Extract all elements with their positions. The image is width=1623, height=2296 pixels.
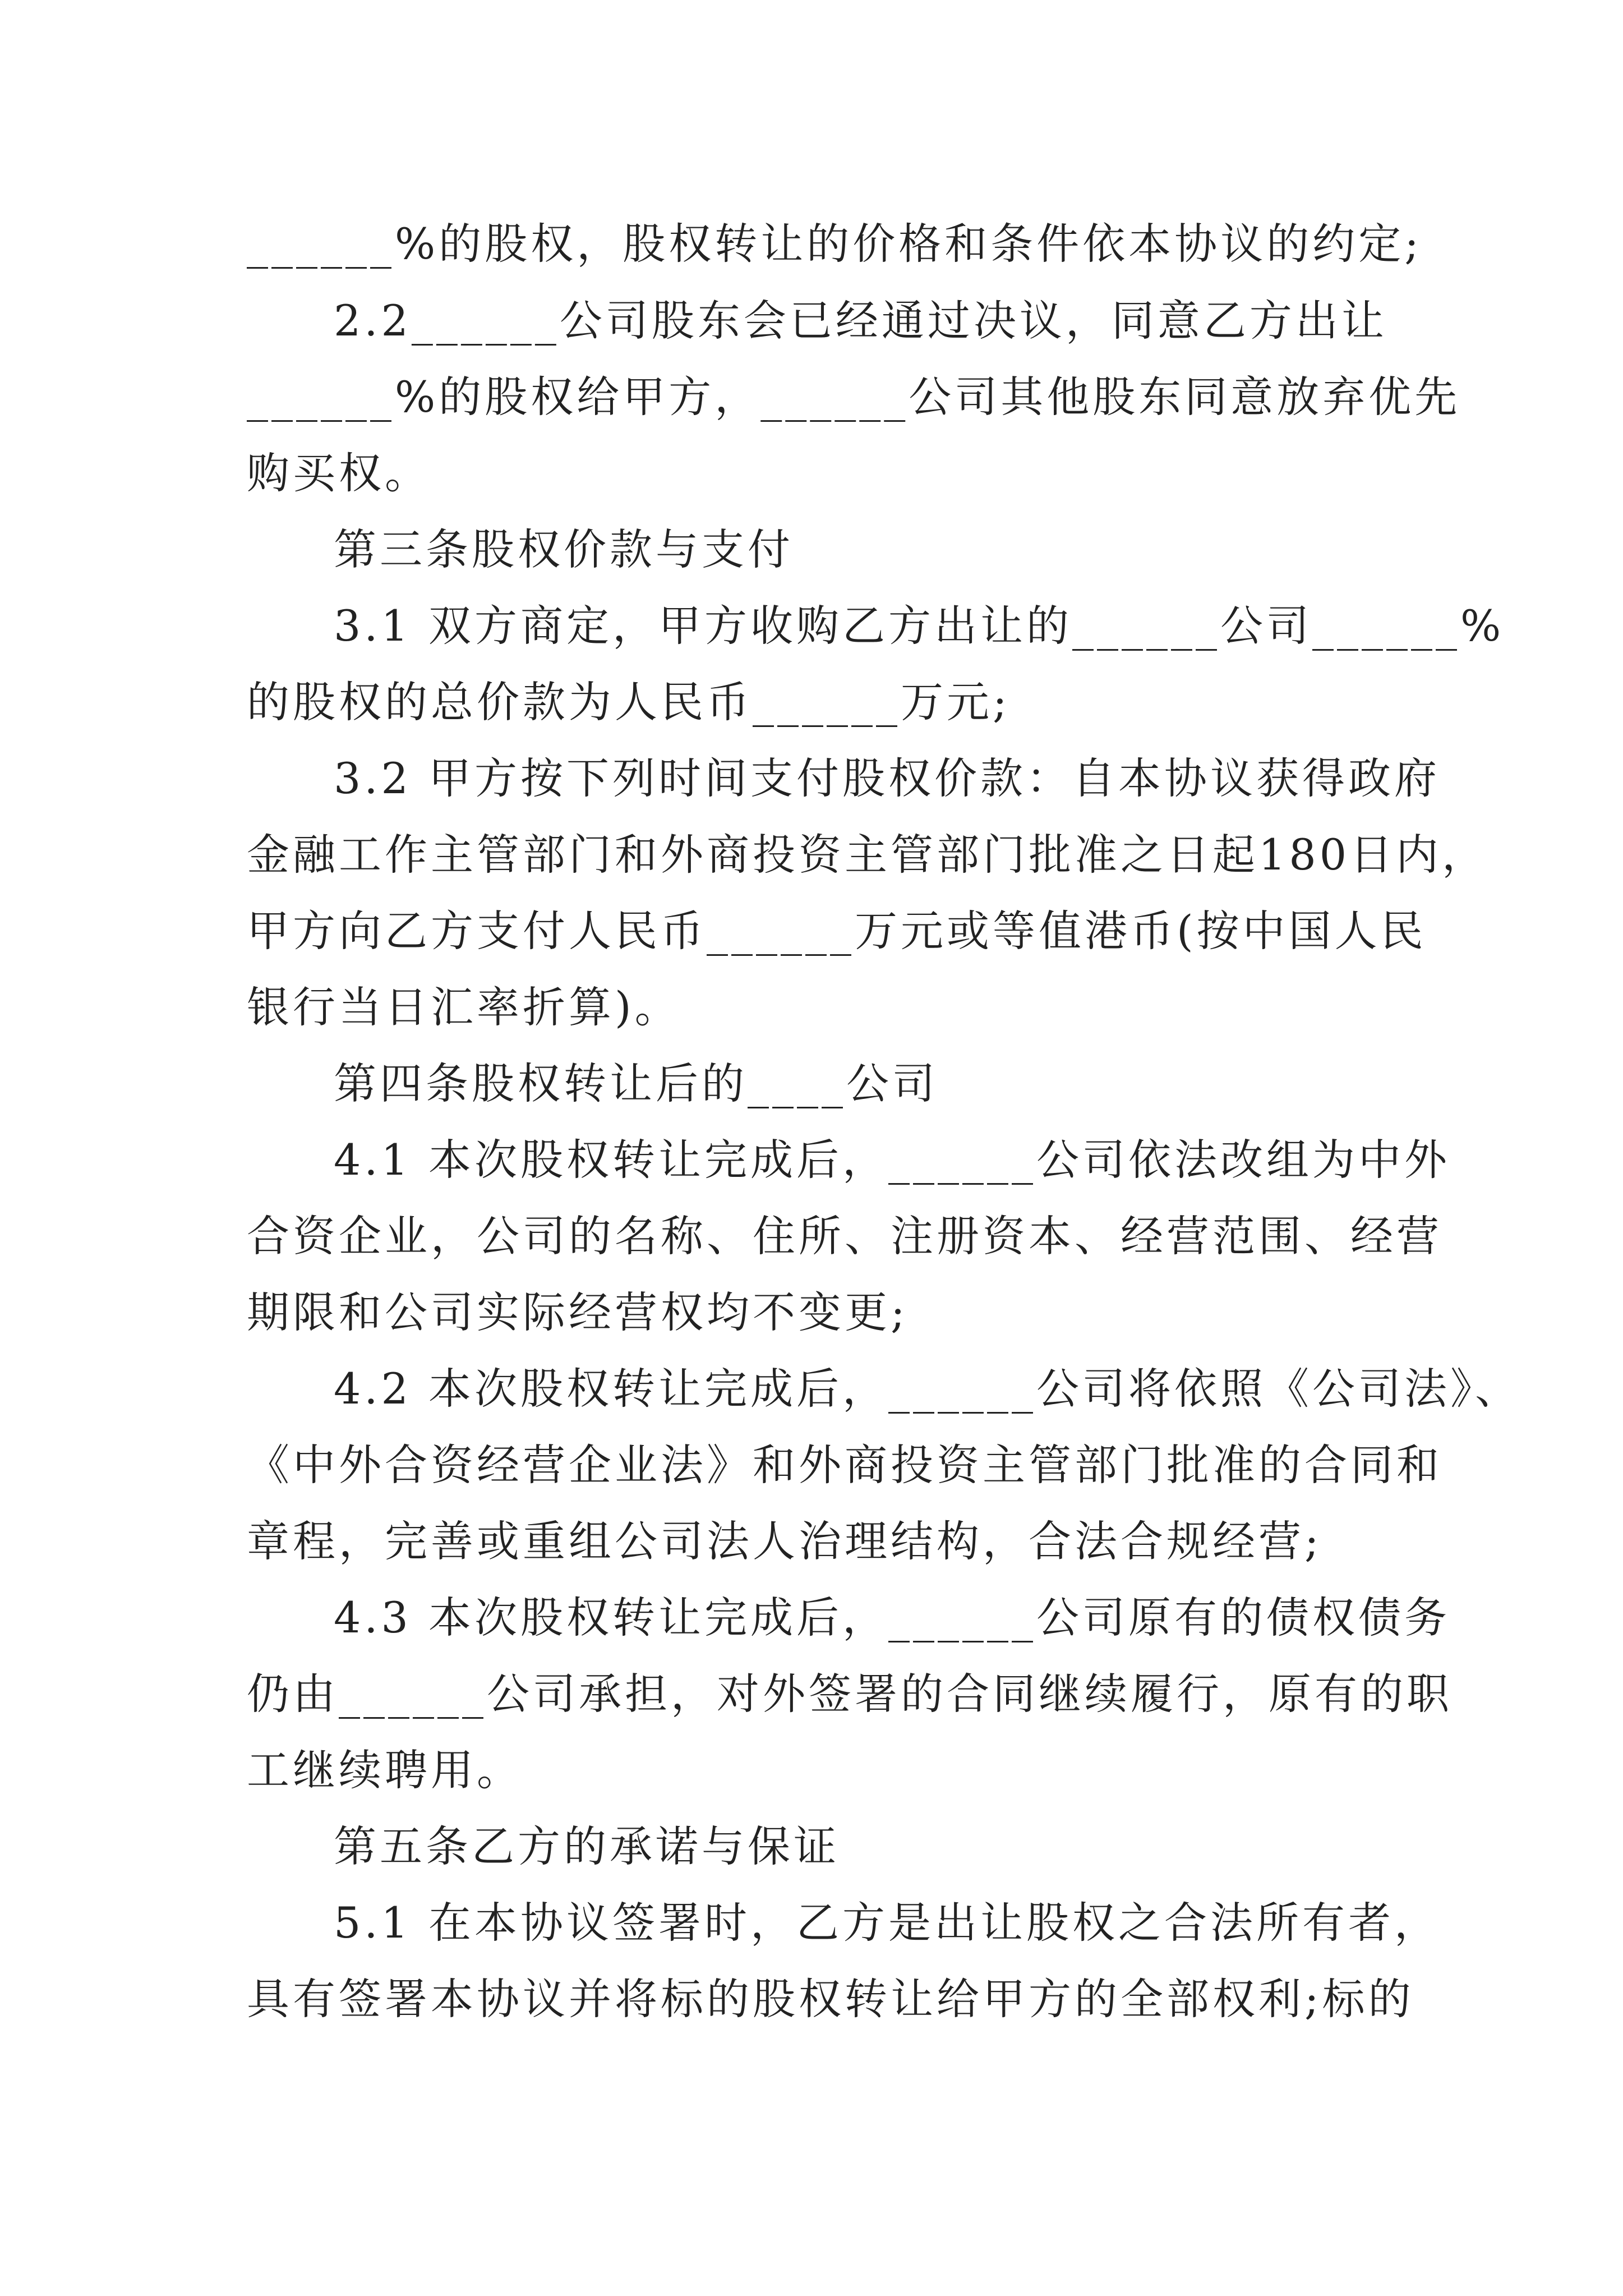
text-line: 的股权的总价款为人民币______万元; [247, 677, 1011, 727]
text-line: 4.2 本次股权转让完成后，______公司将依照《公司法》、 [334, 1364, 1521, 1414]
text-line: 4.1 本次股权转让完成后，______公司依法改组为中外 [334, 1135, 1451, 1185]
text-line: 2.2______公司股东会已经通过决议，同意乙方出让 [334, 296, 1387, 346]
text-line: 5.1 在本协议签署时，乙方是出让股权之合法所有者， [334, 1898, 1441, 1948]
text-line: 工继续聘用。 [247, 1745, 523, 1795]
text-line: 4.3 本次股权转让完成后，______公司原有的债权债务 [334, 1593, 1451, 1642]
text-line: ______%的股权，股权转让的价格和条件依本协议的约定; [247, 219, 1422, 269]
section-heading: 第五条乙方的承诺与保证 [334, 1821, 840, 1871]
text-line: 金融工作主管部门和外商投资主管部门批准之日起180日内， [247, 830, 1488, 880]
text-line: 仍由______公司承担，对外签署的合同继续履行，原有的职 [247, 1669, 1453, 1719]
text-line: 银行当日汇率折算)。 [247, 982, 681, 1032]
text-line: ______%的股权给甲方，______公司其他股东同意放弃优先 [247, 372, 1461, 422]
section-heading: 第四条股权转让后的____公司 [334, 1059, 938, 1108]
text-line: 合资企业，公司的名称、住所、注册资本、经营范围、经营 [247, 1211, 1442, 1261]
text-line: 章程，完善或重组公司法人治理结构，合法合规经营; [247, 1516, 1322, 1566]
text-line: 3.1 双方商定，甲方收购乙方出让的______公司______% [334, 601, 1505, 651]
section-heading: 第三条股权价款与支付 [334, 524, 794, 574]
text-line: 购买权。 [247, 448, 431, 498]
text-line: 3.2 甲方按下列时间支付股权价款：自本协议获得政府 [334, 753, 1441, 803]
text-line: 甲方向乙方支付人民币______万元或等值港币(按中国人民 [247, 906, 1427, 956]
text-line: 《中外合资经营企业法》和外商投资主管部门批准的合同和 [247, 1440, 1442, 1490]
text-line: 期限和公司实际经营权均不变更; [247, 1287, 909, 1337]
text-line: 具有签署本协议并将标的股权转让给甲方的全部权利;标的 [247, 1974, 1414, 2024]
